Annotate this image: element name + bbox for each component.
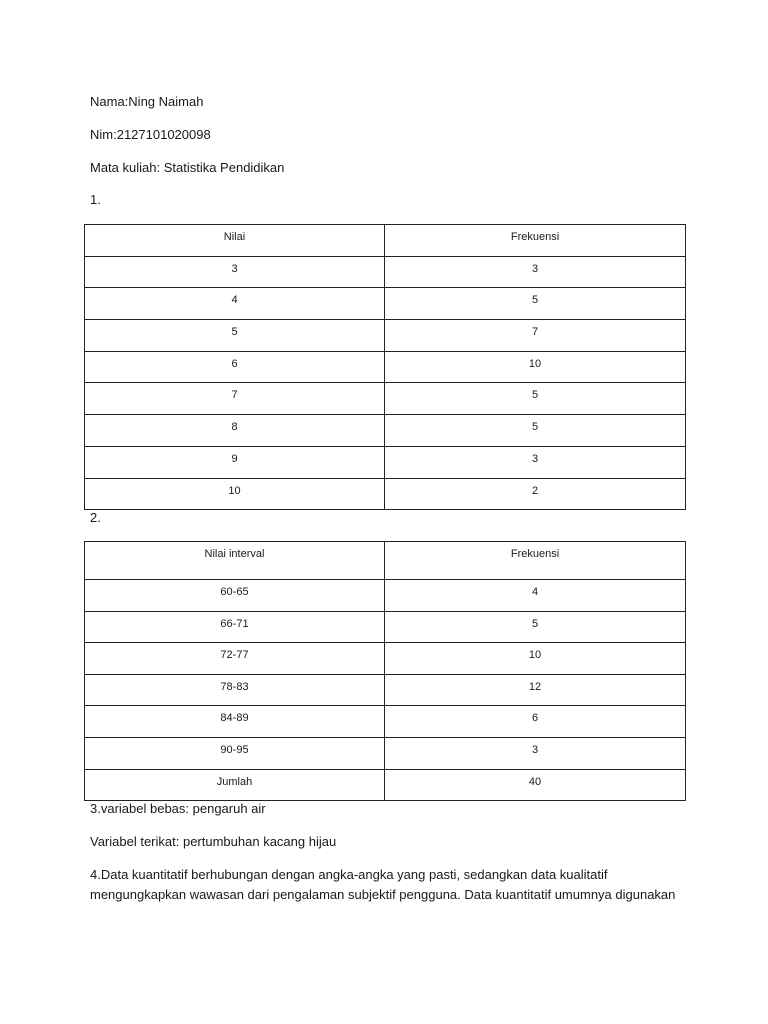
table-cell: 12 bbox=[385, 674, 686, 706]
table-cell: 9 bbox=[85, 446, 385, 478]
table-row bbox=[85, 643, 686, 675]
table-row bbox=[85, 415, 686, 447]
table-row bbox=[85, 580, 686, 612]
table-row bbox=[85, 674, 686, 706]
table-cell: 5 bbox=[85, 320, 385, 352]
table-cell: 3 bbox=[385, 256, 686, 288]
question-4-paragraph: 4.Data kuantitatif berhubungan dengan angka-angka yang pasti, sedangkan data kualitatif mengungkapkan wawasan dari pengalaman subjektif pengguna. Data kuantitatif umumnya digunakan bbox=[90, 867, 676, 902]
table-row bbox=[85, 737, 686, 769]
table-cell: 4 bbox=[85, 288, 385, 320]
table-cell: 4 bbox=[385, 580, 686, 612]
table-row bbox=[85, 478, 686, 510]
table-header-cell: Frekuensi bbox=[385, 542, 686, 580]
frequency-table-1 bbox=[84, 224, 686, 510]
table-header-row bbox=[85, 542, 686, 580]
table-cell: 2 bbox=[385, 478, 686, 510]
table-cell: 72-77 bbox=[85, 643, 385, 675]
table-row bbox=[85, 611, 686, 643]
dependent-variable-text: Variabel terikat: pertumbuhan kacang hijau bbox=[90, 834, 337, 849]
table-cell: 3 bbox=[85, 256, 385, 288]
table-header-cell: Nilai bbox=[85, 225, 385, 257]
table-cell: 6 bbox=[385, 706, 686, 738]
table-cell: 10 bbox=[85, 478, 385, 510]
table-header-row bbox=[85, 225, 686, 257]
table-cell: 78-83 bbox=[85, 674, 385, 706]
table-cell: 7 bbox=[385, 320, 686, 352]
table-cell: 40 bbox=[385, 769, 686, 801]
table-cell: 8 bbox=[85, 415, 385, 447]
student-name: Nama:Ning Naimah bbox=[90, 94, 204, 109]
table-cell: 7 bbox=[85, 383, 385, 415]
table-header-cell: Frekuensi bbox=[385, 225, 686, 257]
table-cell: 5 bbox=[385, 611, 686, 643]
table-cell: 66-71 bbox=[85, 611, 385, 643]
table-row bbox=[85, 288, 686, 320]
table-row bbox=[85, 320, 686, 352]
table-cell: Jumlah bbox=[85, 769, 385, 801]
table-cell: 5 bbox=[385, 288, 686, 320]
question-1-number: 1. bbox=[90, 192, 101, 207]
frequency-table-2 bbox=[84, 541, 686, 801]
table-cell: 10 bbox=[385, 643, 686, 675]
independent-variable-text: 3.variabel bebas: pengaruh air bbox=[90, 801, 266, 816]
student-nim: Nim:2127101020098 bbox=[90, 127, 211, 142]
table-cell: 5 bbox=[385, 383, 686, 415]
table-cell: 10 bbox=[385, 351, 686, 383]
question-2-number: 2. bbox=[90, 510, 101, 525]
table-cell: 3 bbox=[385, 446, 686, 478]
table-total-row bbox=[85, 769, 686, 801]
table-cell: 84-89 bbox=[85, 706, 385, 738]
table-row bbox=[85, 706, 686, 738]
table-cell: 90-95 bbox=[85, 737, 385, 769]
table-row bbox=[85, 446, 686, 478]
table-row bbox=[85, 256, 686, 288]
table-header-cell: Nilai interval bbox=[85, 542, 385, 580]
table-cell: 3 bbox=[385, 737, 686, 769]
table-row bbox=[85, 351, 686, 383]
table-cell: 5 bbox=[385, 415, 686, 447]
course-name: Mata kuliah: Statistika Pendidikan bbox=[90, 160, 285, 175]
table-row bbox=[85, 383, 686, 415]
table-cell: 6 bbox=[85, 351, 385, 383]
table-cell: 60-65 bbox=[85, 580, 385, 612]
